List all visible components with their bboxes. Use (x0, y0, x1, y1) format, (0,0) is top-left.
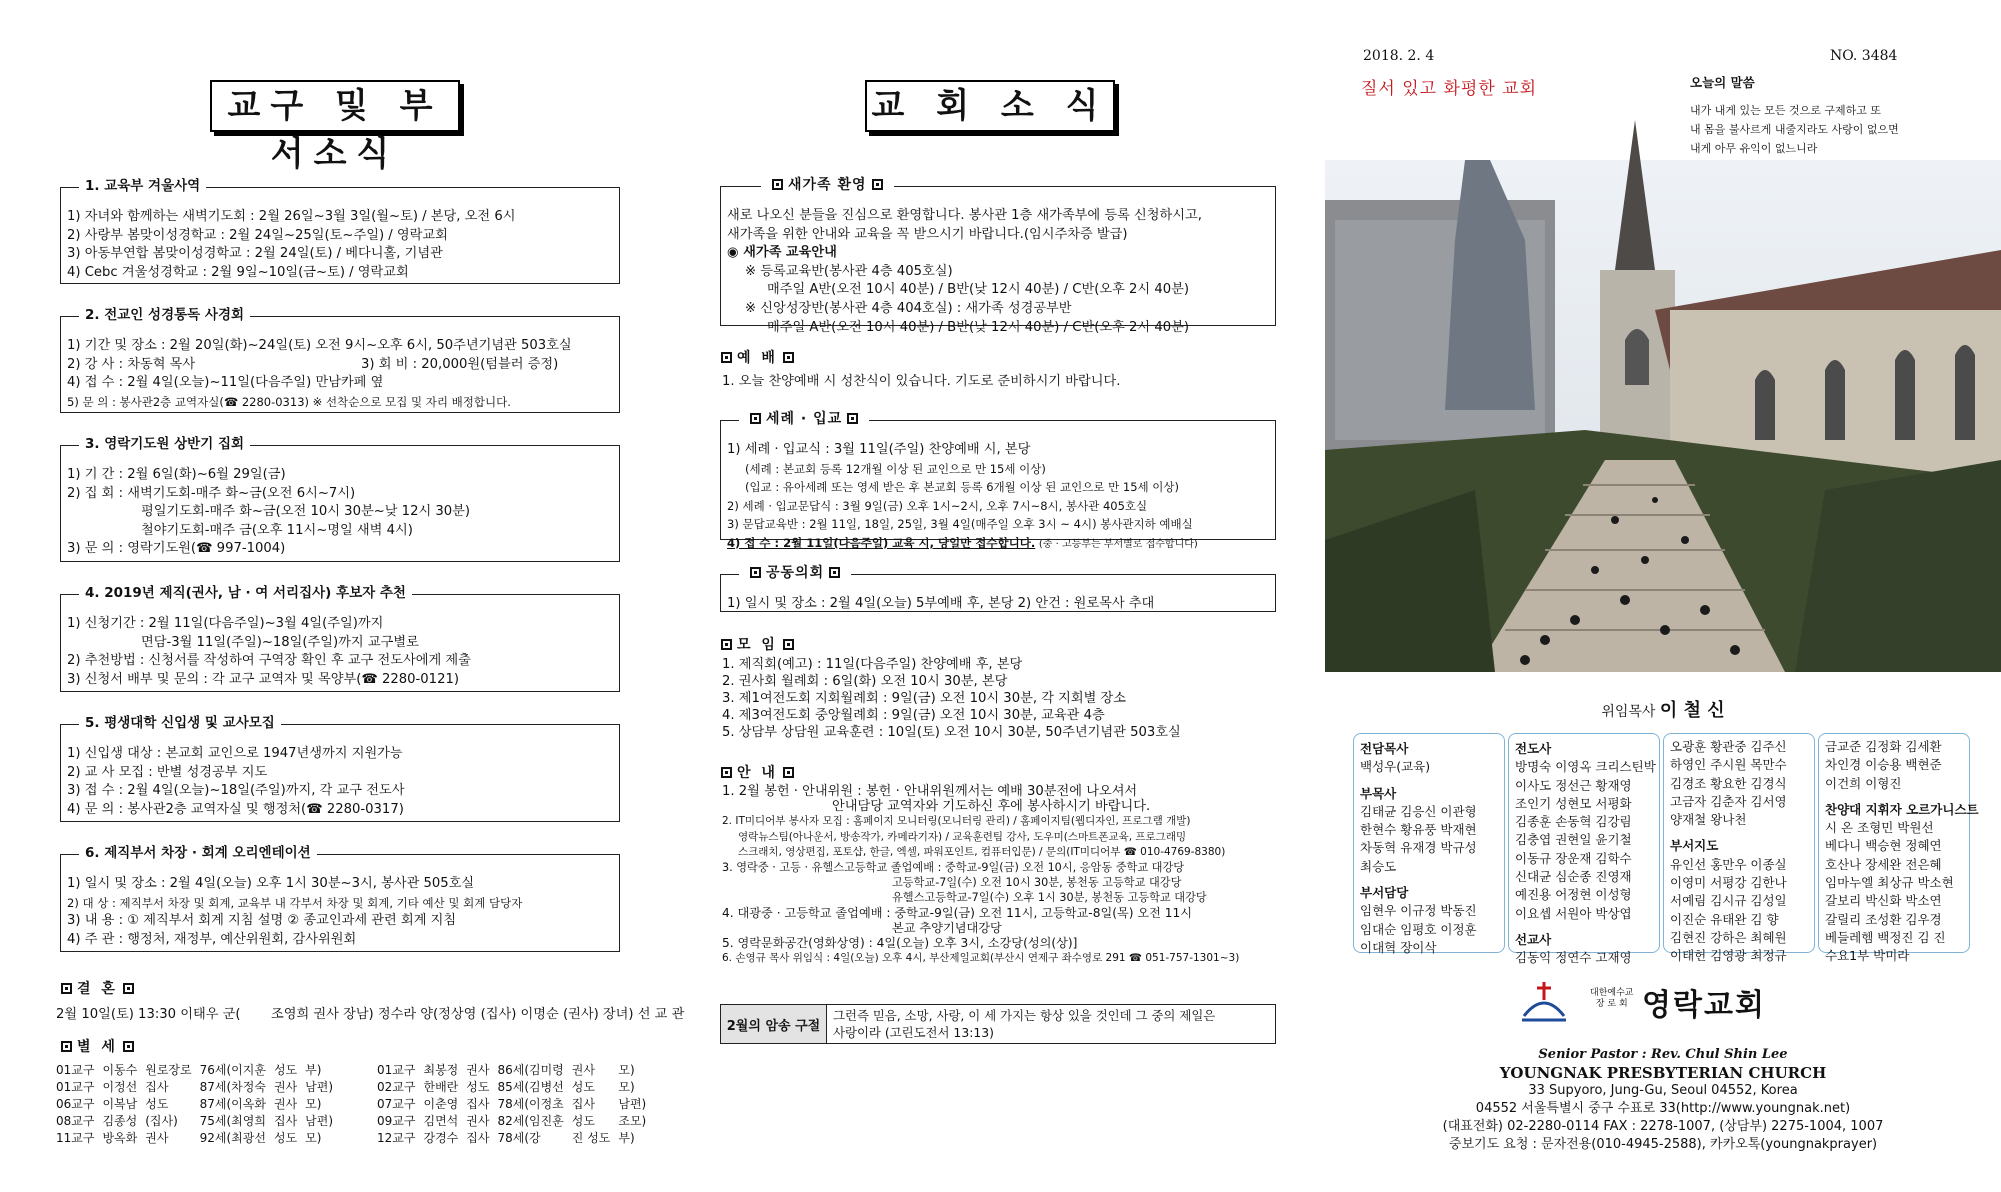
item: 면담-3월 11일(주일)~18일(주일)까지 교구별로 (141, 634, 419, 650)
item: 2) 추천방법 : 신청서를 작성하여 구역장 확인 후 교구 전도사에게 제출 (67, 653, 471, 669)
funeral-cell: 권사 (273, 1080, 298, 1094)
todays-word-title: 오늘의 말씀 (1690, 75, 1755, 90)
funeral-cell: 이정선 (102, 1080, 138, 1094)
staff-names: 베들레헴 백정진 김 진 (1825, 929, 1946, 945)
staff-names (1825, 793, 1963, 799)
item: 1) 기간 및 장소 : 2월 20일(화)~24일(토) 오전 9시~오후 6시, 50주년기념관 503호실 (67, 338, 572, 353)
staff-names: 예진용 어정현 이성형 (1515, 887, 1632, 903)
section-bible-reading (60, 307, 620, 413)
verse-line: 그런즉 믿음, 소망, 사랑, 이 세 가지는 항상 있을 것인데 그 중의 제일은 (833, 1008, 1216, 1023)
funeral-row (52, 1130, 650, 1147)
item-row (67, 356, 613, 375)
staff-group-heading: 부목사 (1360, 785, 1397, 801)
staff-names: 방명숙 이영옥 크리스틴박 (1515, 759, 1656, 775)
prayer-request: 중보기도 요청 : 문자전용(010-4945-2588), 카카오톡(youngnakprayer) (1448, 1137, 1878, 1152)
item: 철야기도회-매주 금(오후 11시~명일 새벽 4시) (141, 522, 413, 538)
item: (세례 : 본교회 등록 12개월 이상 된 교인으로 만 15세 이상) (745, 461, 1046, 476)
funeral-cell: 권사 (273, 1097, 298, 1111)
staff-names: 갈보리 박신화 박소연 (1825, 893, 1942, 909)
funeral-cell: 성도 (273, 1063, 298, 1077)
staff-group-heading: 선교사 (1515, 931, 1552, 947)
staff-names: 베다니 백승현 정혜연 (1825, 838, 1942, 854)
funeral-cell: 성도 (571, 1080, 595, 1094)
staff-names: 수요1부 박미라 (1825, 948, 1910, 964)
staff-names: 차인경 이승용 백현준 (1825, 757, 1942, 773)
item: 3. 영락중 · 고등 · 유헬스고등학교 졸업예배 : 중학교-9일(금) 오전 10시, 응암동 중학교 대강당 (722, 861, 1185, 875)
staff-group-heading: 부서담당 (1360, 885, 1409, 901)
staff-names: 이진순 유태완 김 향 (1670, 911, 1779, 927)
funeral-cell: 남편) (618, 1097, 647, 1111)
item: 영락뉴스팀(아나운서, 방송작가, 카메라기자) / 교육훈련팀 강사, 도우미(스마트폰교육, 프로그래밍 (738, 830, 1187, 843)
staff-names: 오광훈 황관중 김주신 (1670, 739, 1787, 754)
funeral-row (52, 1062, 650, 1079)
item: 3) 접 수 : 2월 4일(오늘)~18일(주일)까지, 각 교구 전도사 (67, 783, 405, 799)
item: 3) 문 의 : 영락기도원(☎ 997-1004) (67, 541, 286, 557)
funeral-cell: 01교구 (377, 1063, 416, 1077)
wedding-line: 2월 10일(토) 13:30 이태우 군( 조영희 권사 장남) 정수라 양(정상영 (집사) 이명순 (권사) 장녀) 선 교 관 (56, 1007, 685, 1022)
staff-names: 조인기 성현모 서평화 (1515, 795, 1632, 811)
item: 4) 접 수 : 2월 4일(오늘)~11일(다음주일) 만남카페 옆 (67, 375, 384, 391)
staff-group-heading: 부서지도 (1670, 838, 1719, 854)
english-pastor: Senior Pastor : Rev. Chul Shin Lee (1538, 1047, 1788, 1062)
memory-verse-text (827, 1005, 1221, 1043)
staff-names: 이대혁 장이삭 (1360, 939, 1437, 955)
memory-verse-box (720, 1004, 1276, 1044)
item: 유헬스고등학교-7일(수) 오후 1시 30분, 봉천동 고등학교 대강당 (892, 891, 1207, 905)
item: 2) 교 사 모집 : 반별 성경공부 지도 (67, 764, 268, 780)
staff-box-evangelists (1508, 733, 1660, 966)
funeral-cell: 86세(김미령 (497, 1063, 564, 1077)
item: 1) 일시 및 장소 : 2월 4일(오늘) 오후 1시 30분~3시, 봉사관 505호실 (67, 876, 475, 891)
funeral-cell: 76세(이지훈 (199, 1063, 266, 1077)
item: 3) 신청서 배부 및 문의 : 각 교구 교역자 및 목양부(☎ 2280-0121) (67, 671, 459, 687)
english-address: 33 Supyoro, Jung-Gu, Seoul 04552, Korea (1528, 1083, 1798, 1098)
middle-title: 교 회 소 식 (865, 80, 1115, 132)
staff-box-choir (1818, 733, 1979, 964)
item: 4. 제3여전도회 중앙월례회 : 9일(금) 오전 10시 30분, 교육관 4층 (722, 708, 1105, 723)
funeral-cell: 01교구 (56, 1063, 95, 1077)
funeral-cell: 이동수 (102, 1063, 138, 1077)
staff-names: 백성우(교육) (1360, 759, 1431, 775)
staff-names: 차동혁 유재경 박규성 (1360, 840, 1477, 856)
item: 3) 문답교육반 : 2월 11일, 18일, 25일, 3월 4일(매주일 오후 3시 ~ 4시) 봉사관지하 예배실 (727, 517, 1193, 532)
funeral-cell: 01교구 (56, 1080, 95, 1094)
section-lifelong-college (60, 715, 620, 822)
funeral-cell: 92세(최광선 (199, 1131, 266, 1145)
funeral-cell: 권사 (145, 1131, 169, 1145)
right-hill (1795, 460, 2001, 672)
item: 1. 제직회(예고) : 11일(다음주일) 찬양예배 후, 본당 (722, 657, 1023, 672)
funeral-cell: 06교구 (56, 1097, 95, 1111)
funeral-cell: 권사 (466, 1114, 490, 1128)
item: 1) 세례 · 입교식 : 3월 11일(주일) 찬양예배 시, 본당 (727, 442, 1031, 457)
staff-group-heading: 찬양대 지휘자 오르가니스트 (1825, 801, 1979, 817)
staff-names: 임마누엘 최상규 박소현 (1825, 875, 1954, 891)
staff-names: 금교준 김정화 김세환 (1825, 739, 1942, 754)
item: (중 · 고등부는 부서별로 접수합니다) (1038, 538, 1198, 550)
wedding-head: 결 혼 (56, 978, 139, 998)
funeral-cell: 진 성도 (571, 1131, 611, 1145)
item: 새로 나오신 분들을 진심으로 환영합니다. 봉사관 1층 새가족부에 등록 신청하시고, (727, 208, 1202, 223)
funeral-cell: 09교구 (377, 1114, 416, 1128)
item: 안내담당 교역자와 기도하신 후에 봉사하시기 바랍니다. (832, 799, 1151, 815)
funeral-cell: 집사 (571, 1097, 595, 1111)
item: ◉ 새가족 교육안내 (727, 245, 837, 261)
funeral-cell: 성도 (273, 1131, 298, 1145)
staff-names: 임현우 이규정 박동진 (1360, 903, 1477, 919)
funeral-cell: 78세(이정초 (497, 1097, 564, 1111)
funeral-row (52, 1113, 650, 1130)
staff-names: 하영인 주시원 목만수 (1670, 757, 1787, 773)
verse-line: 내가 내게 있는 모든 것으로 구제하고 또 (1690, 104, 1881, 117)
staff-names: 김경조 황요한 김경식 (1670, 775, 1787, 791)
verse-line: 사랑이라 (고린도전서 13:13) (833, 1025, 994, 1040)
item: 2. IT미디어부 봉사자 모집 : 홈페이지 모니터링(모니터링 관리) / 홈페이지팀(웹디자인, 프로그램 개발) (722, 815, 1191, 828)
worship-line: 1. 오늘 찬양예배 시 성찬식이 있습니다. 기도로 준비하시기 바랍니다. (722, 374, 1121, 389)
item: 3) 내 용 : ① 제직부서 회계 지침 설명 ② 종교인과세 관련 회계 지침 (67, 913, 457, 929)
staff-names: 김동익 정연수 고재영 (1515, 950, 1632, 966)
section-head: 4. 2019년 제직(권사, 남 · 여 서리집사) 후보자 추천 (79, 584, 412, 603)
notice-head: 안 내 (716, 762, 799, 782)
funeral-cell: 김종성 (102, 1114, 138, 1128)
funeral-cell: 김면석 (423, 1114, 459, 1128)
staff-box-pastors (1353, 733, 1505, 953)
section-head: 6. 제직부서 차장 · 회계 오리엔테이션 (79, 844, 317, 863)
item: 3) 아동부연합 봄맞이성경학교 : 2월 24일(토) / 베다니홀, 기념관 (67, 246, 443, 262)
church-logo (1520, 980, 1820, 1030)
staff-names: 시 온 조형민 박원선 (1825, 820, 1934, 836)
section-deacon-recommend (60, 585, 620, 692)
funeral-cell: 부) (305, 1063, 322, 1077)
item: 2) 집 회 : 새벽기도회-매주 화~금(오전 6시~7시) (67, 485, 356, 501)
section-head: 2. 전교인 성경통독 사경회 (79, 306, 250, 325)
funeral-cell: 78세(강 (497, 1131, 541, 1145)
item: 1) 일시 및 장소 : 2월 4일(오늘) 5부예배 후, 본당 2) 안건 : 원로목사 추대 (727, 596, 1155, 611)
funeral-cell: 12교구 (377, 1131, 416, 1145)
funeral-cell: 남편) (305, 1080, 334, 1094)
staff-names (1515, 923, 1653, 929)
funeral-cell: 집사 (466, 1097, 490, 1111)
funeral-cell: 모) (305, 1131, 322, 1145)
staff-names: 김종훈 손동혁 김강림 (1515, 814, 1632, 830)
funeral-cell: 조모) (618, 1114, 647, 1128)
section-education (60, 178, 620, 284)
funeral-cell: 02교구 (377, 1080, 416, 1094)
staff-box-ministers (1663, 733, 1815, 964)
funeral-cell: 87세(이옥화 (199, 1097, 266, 1111)
cover-page (1325, 0, 2001, 1192)
staff-group-heading: 전담목사 (1360, 741, 1409, 756)
funeral-cell: 모) (305, 1097, 322, 1111)
item: 5. 상담부 상담원 교육훈련 : 10일(토) 오전 10시 30분, 50주년기념관 503호실 (722, 725, 1181, 740)
section-new-family (720, 177, 1276, 335)
staff-names (1360, 876, 1498, 882)
staff-group-heading: 전도사 (1515, 741, 1552, 756)
staff-names: 이사도 정선근 황재영 (1515, 777, 1632, 793)
staff-names: 최승도 (1360, 858, 1397, 874)
item: 1) 신입생 대상 : 본교회 교인으로 1947년생까지 지원가능 (67, 746, 403, 761)
funeral-cell: 남편) (305, 1114, 334, 1128)
item: ※ 신앙성장반(봉사관 4층 404호실) : 새가족 성경공부반 (745, 300, 1072, 316)
funeral-cell: 집사 (145, 1080, 169, 1094)
item: 1) 신청기간 : 2월 11일(다음주일)~3월 4일(주일)까지 (67, 616, 384, 631)
funeral-cell: 방옥화 (102, 1131, 138, 1145)
item: 1. 2월 봉헌 · 안내위원 : 봉헌 · 안내위원께서는 예배 30분전에 나오셔서 (722, 784, 1138, 799)
logo-line: 장 로 회 (1595, 999, 1628, 1009)
item: 2) 대 상 : 제직부서 차장 및 회계, 교육부 내 각부서 차장 및 회계, 기타 예산 및 회계 담당자 (67, 895, 523, 910)
funeral-cell: 권사 (466, 1063, 490, 1077)
funeral-cell: 이복남 (102, 1097, 138, 1111)
item: 2. 권사회 월례회 : 6일(화) 오전 10시 30분, 본당 (722, 674, 1008, 689)
logo-church-name: 영락교회 (1642, 988, 1766, 1023)
church-contact (1325, 1046, 2001, 1154)
section-council (720, 565, 1276, 612)
item: 새가족을 위한 안내와 교육을 꼭 받으시기 바랍니다.(임시주차증 발급) (727, 226, 1128, 242)
item: 4) 문 의 : 봉사관2층 교역자실 및 행정처(☎ 2280-0317) (67, 801, 404, 817)
funeral-cell: 부) (618, 1131, 635, 1145)
funeral-cell: 08교구 (56, 1114, 95, 1128)
pastor-label: 위임목사 (1601, 704, 1656, 720)
staff-names: 고금자 김춘자 김서영 (1670, 793, 1787, 809)
staff-names (1670, 829, 1808, 835)
item: 2) 강 사 : 차동혁 목사 (67, 356, 196, 372)
staff-names: 갈릴리 조성환 김우경 (1825, 911, 1942, 927)
item: 매주일 A반(오전 10시 40분) / B반(낮 12시 40분) / C반(오후 2시 40분) (767, 319, 1190, 335)
item: 3) 회 비 : 20,000원(텀블러 증정) (361, 356, 559, 372)
funeral-row (52, 1079, 650, 1096)
memory-verse-label: 2월의 암송 구절 (721, 1005, 827, 1043)
item: 평일기도회-매주 화~금(오전 10시 30분~낮 12시 30분) (141, 504, 471, 520)
staff-names: 유인선 홍만우 이종실 (1670, 856, 1787, 872)
funeral-cell: 85세(김병선 (497, 1080, 564, 1094)
item: 5) 문 의 : 봉사관2층 교역자실(☎ 2280-0313) ※ 선착순으로 모집 및 자리 배정합니다. (67, 394, 511, 409)
item: 매주일 A반(오전 10시 40분) / B반(낮 12시 40분) / C반(오후 2시 40분) (767, 282, 1190, 298)
section-orientation (60, 845, 620, 952)
funeral-row (52, 1096, 650, 1113)
section-head: 3. 영락기도원 상반기 집회 (79, 435, 250, 454)
item: 1) 기 간 : 2월 6일(화)~6월 29일(금) (67, 467, 286, 482)
item-row (727, 534, 1269, 555)
korean-address: 04552 서울특별시 중구 수표로 33(http://www.youngnak.net) (1475, 1101, 1851, 1116)
funeral-head: 별 세 (56, 1036, 139, 1056)
funeral-cell: (집사) (145, 1114, 178, 1128)
item: 고등학교-7일(수) 오전 10시 30분, 봉천동 고등학교 대강당 (892, 876, 1182, 890)
section-head: 공동의회 (739, 564, 851, 583)
funeral-cell: 최봉정 (423, 1063, 459, 1077)
staff-names (1360, 777, 1498, 783)
staff-names: 한현수 황유풍 박재현 (1360, 822, 1477, 838)
item: 4. 대광중 · 고등학교 졸업예배 : 중학교-9일(금) 오전 11시, 고등학교-8일(목) 오전 11시 (722, 905, 1193, 920)
funeral-cell: 이춘영 (423, 1097, 459, 1111)
church-photo (1325, 160, 2001, 672)
item: 스크래치, 영상편집, 포토샵, 한글, 엑셀, 파워포인트, 컴퓨터입문) / 문의(IT미디어부 ☎ 010-4769-8380) (738, 845, 1226, 858)
notice-list (722, 784, 1282, 966)
staff-names: 호산나 장세완 전은혜 (1825, 856, 1942, 872)
section-head: 5. 평생대학 신입생 및 교사모집 (79, 714, 281, 733)
funeral-cell: 권사 (571, 1063, 595, 1077)
staff-names: 이태헌 김영광 최정규 (1670, 948, 1787, 964)
section-head: 세례 · 입교 (739, 410, 869, 429)
english-church-name: YOUNGNAK PRESBYTERIAN CHURCH (1499, 1064, 1827, 1082)
funeral-cell: 성도 (145, 1097, 169, 1111)
funeral-table (52, 1062, 650, 1147)
staff-names: 김충엽 권현일 윤기철 (1515, 832, 1632, 848)
item: 본교 추양기념대강당 (892, 920, 1002, 935)
meeting-head: 모 임 (716, 634, 799, 654)
staff-names: 양재철 왕나천 (1670, 812, 1747, 828)
logo-line: 대한예수교 (1590, 988, 1634, 998)
item: 5. 영락문화공간(영화상영) : 4일(오늘) 오후 3시, 소강당(성의(상)] (722, 936, 1078, 951)
pastor-name: 이 철 신 (1659, 700, 1725, 721)
senior-pastor (1325, 696, 2001, 722)
funeral-cell: 87세(차정숙 (199, 1080, 266, 1094)
worship-head: 예 배 (716, 347, 799, 367)
section-baptism (720, 411, 1276, 550)
staff-names: 이요셉 서원아 박상엽 (1515, 905, 1632, 921)
issue-number: NO. 3484 (1830, 48, 1898, 64)
staff-names: 신대균 심순종 진영재 (1515, 869, 1632, 885)
staff-names: 이건희 이형진 (1825, 775, 1902, 791)
verse-line: 내 몸을 불사르게 내줄지라도 사랑이 없으면 (1690, 123, 1899, 136)
funeral-cell: 성도 (571, 1114, 595, 1128)
funeral-cell: 모) (618, 1063, 635, 1077)
phone-numbers: (대표전화) 02-2280-0114 FAX : 2278-1007, (상담부) 2275-1004, 1007 (1442, 1119, 1884, 1134)
staff-names: 이영미 서평강 김한나 (1670, 875, 1787, 891)
staff-names: 이동규 장운재 김학수 (1515, 850, 1632, 866)
funeral-cell: 82세(임진훈 (497, 1114, 564, 1128)
funeral-cell: 07교구 (377, 1097, 416, 1111)
staff-names: 김현진 강하은 최혜원 (1670, 929, 1787, 945)
left-title: 교구 및 부서소식 (210, 80, 460, 132)
item: 3. 제1여전도회 지회월례회 : 9일(금) 오전 10시 30분, 각 지회별 장소 (722, 691, 1127, 706)
verse-line: 내게 아무 유익이 없느니라 (1690, 142, 1818, 155)
funeral-cell: 집사 (466, 1131, 490, 1145)
logo-denomination (1590, 988, 1633, 1010)
funeral-cell: 한배란 (423, 1080, 459, 1094)
meeting-list (722, 656, 1181, 741)
section-head: 새가족 환영 (761, 176, 894, 195)
item: (입교 : 유아세례 또는 영세 받은 후 본교회 등록 6개월 이상 된 교인으로 만 15세 이상) (745, 480, 1180, 495)
item: ※ 등록교육반(봉사관 4층 405호실) (745, 263, 953, 279)
funeral-cell: 강경수 (423, 1131, 459, 1145)
funeral-cell: 집사 (273, 1114, 298, 1128)
issue-date: 2018. 2. 4 (1363, 48, 1435, 64)
funeral-cell: 모) (618, 1080, 635, 1094)
funeral-cell: 성도 (466, 1080, 490, 1094)
church-motto: 질서 있고 화평한 교회 (1361, 79, 1538, 99)
tower-window (1625, 329, 1649, 385)
funeral-cell: 11교구 (56, 1131, 95, 1145)
item: 4) 접 수 : 2월 11일(다음주일) 교육 시, 당일만 접수합니다. (727, 535, 1036, 550)
item: 4) Cebc 겨울성경학교 : 2월 9일~10일(금~토) / 영락교회 (67, 264, 409, 280)
item: 1) 자녀와 함께하는 새벽기도회 : 2월 26일~3월 3일(월~토) / 본당, 오전 6시 (67, 209, 516, 224)
item: 2) 사랑부 봄맞이성경학교 : 2월 24일~25일(토~주일) / 영락교회 (67, 227, 448, 243)
item: 6. 손영규 목사 위임식 : 4일(오늘) 오후 4시, 부산제일교회(부산시 연제구 좌수영로 291 ☎ 051-757-1301~3) (722, 952, 1240, 965)
staff-names: 서예림 김시규 김성일 (1670, 893, 1787, 909)
staff-names: 임대순 임평호 이정훈 (1360, 921, 1477, 937)
church-logo-icon (1520, 980, 1568, 1024)
section-prayer-house (60, 436, 620, 562)
staff-names: 김태균 김응신 이관형 (1360, 803, 1477, 819)
section-head: 1. 교육부 겨울사역 (79, 177, 206, 196)
funeral-cell: 원로장로 (145, 1063, 192, 1077)
funeral-cell: 75세(최영희 (199, 1114, 266, 1128)
item: 2) 세례 · 입교문답식 : 3월 9일(금) 오후 1시~2시, 오후 7시~8시, 봉사관 405호실 (727, 498, 1148, 513)
item: 4) 주 관 : 행정처, 재정부, 예산위원회, 감사위원회 (67, 931, 357, 947)
